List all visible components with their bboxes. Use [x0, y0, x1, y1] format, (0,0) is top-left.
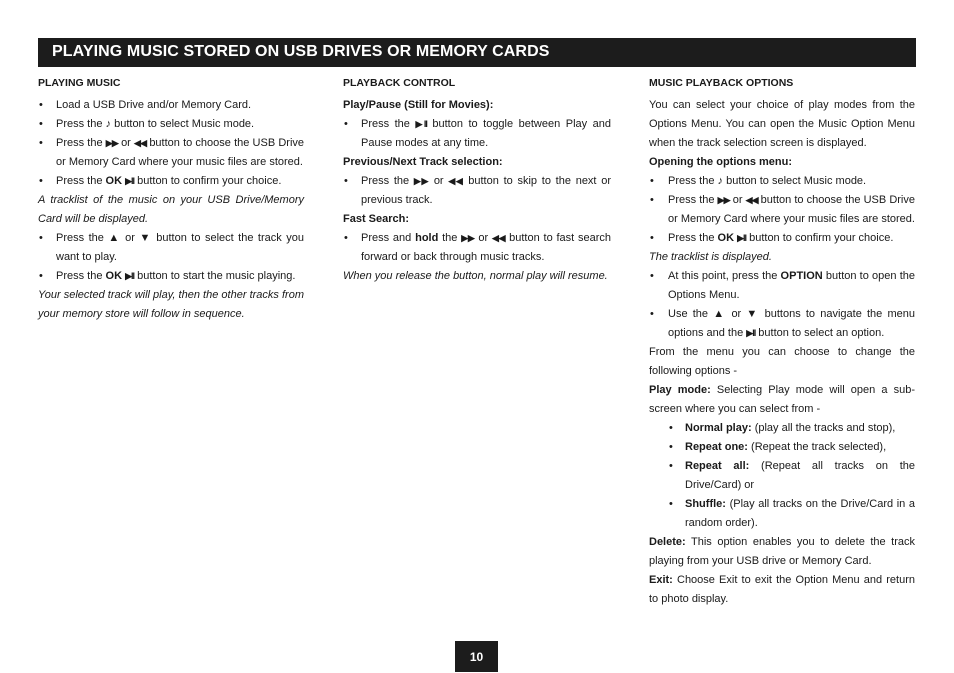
list-item [649, 457, 915, 495]
note-text: The tracklist is displayed. [649, 251, 772, 263]
paragraph [649, 533, 915, 571]
note-text: When you release the button, normal play will resume. [343, 270, 608, 282]
option-name: Repeat all: [685, 460, 750, 472]
item-text: or [478, 232, 489, 244]
item-text: button to start the music playing. [137, 270, 296, 282]
note-text: Your selected track will play, then the other tracks from your memory store will follow in sequence. [38, 289, 304, 320]
rewind-icon: ◀◀ [745, 195, 758, 205]
fast-forward-icon: ▶▶ [105, 138, 118, 148]
ok-label: OK [105, 270, 123, 282]
bullet-icon: • [39, 232, 43, 244]
rewind-icon: ◀◀ [448, 176, 464, 186]
play-pause-icon: ▶II [415, 119, 427, 129]
item-text: Press the [56, 175, 103, 187]
bullet-icon: • [39, 137, 43, 149]
item-text: the [442, 232, 458, 244]
item-text: Selecting Play mode will open a sub-screen where you can select from - [649, 384, 916, 415]
list-item [343, 229, 611, 267]
section-title: PLAYBACK CONTROL [343, 77, 456, 89]
list-item [38, 172, 304, 191]
up-arrow-icon: ▲ [713, 308, 727, 320]
exit-label: Exit: [649, 574, 673, 586]
list-item [649, 495, 915, 533]
play-pause-icon: ▶II [125, 271, 135, 281]
page-title: PLAYING MUSIC STORED ON USB DRIVES OR MEMORY CARDS [52, 43, 550, 60]
list-item [649, 191, 915, 229]
list-item [649, 438, 915, 457]
bullet-icon: • [650, 194, 654, 206]
item-text: button to open the Options Menu. [668, 270, 915, 301]
item-text: buttons to navigate the menu options and the [668, 308, 915, 339]
item-text: or [121, 137, 131, 149]
paragraph [649, 571, 915, 609]
section-banner [38, 38, 916, 67]
item-text: button to toggle between Play and Pause modes at any time. [361, 118, 611, 149]
section-title: PLAYING MUSIC [38, 77, 121, 89]
item-text: button to fast search forward or back through music tracks. [361, 232, 612, 263]
steps-list [649, 267, 915, 343]
section-title: MUSIC PLAYBACK OPTIONS [649, 77, 794, 89]
bullet-icon: • [669, 441, 673, 453]
item-text: or [731, 308, 742, 320]
bullet-icon: • [39, 99, 43, 111]
steps-list [38, 96, 304, 191]
note-text: A tracklist of the music on your USB Drive/Memory Card will be displayed. [38, 194, 304, 225]
bullet-icon: • [344, 232, 348, 244]
list-item [38, 96, 304, 115]
option-label: OPTION [780, 270, 823, 282]
paragraph [649, 381, 915, 419]
list-item [649, 419, 915, 438]
bullet-icon: • [39, 175, 43, 187]
steps-list [343, 229, 611, 267]
play-pause-icon: ▶II [746, 328, 756, 338]
steps-list [649, 172, 915, 248]
bullet-icon: • [39, 118, 43, 130]
item-text: Press the [56, 232, 104, 244]
fast-forward-icon: ▶▶ [461, 233, 475, 243]
list-item [38, 267, 304, 286]
item-text: button to select an option. [758, 327, 885, 339]
item-text: Press the [668, 194, 715, 206]
item-text: Press the [668, 175, 715, 187]
bullet-icon: • [650, 232, 654, 244]
bullet-icon: • [39, 270, 43, 282]
music-note-icon: ♪ [105, 118, 112, 130]
hold-label: hold [415, 232, 439, 244]
item-text: (play all the tracks and stop), [754, 422, 896, 434]
bullet-icon: • [344, 118, 348, 130]
item-text: Press the [56, 137, 103, 149]
ok-label: OK [717, 232, 735, 244]
paragraph: From the menu you can choose to change the following options - [649, 346, 915, 377]
item-text: button to select Music mode. [114, 118, 255, 130]
item-text: Press the [56, 118, 103, 130]
item-text: Use the [668, 308, 709, 320]
list-item [38, 134, 304, 172]
bullet-icon: • [650, 175, 654, 187]
item-text: Load a USB Drive and/or Memory Card. [56, 99, 252, 111]
item-text: (Repeat the track selected), [751, 441, 887, 453]
item-text: or [125, 232, 135, 244]
steps-list [343, 172, 611, 210]
fast-forward-icon: ▶▶ [413, 176, 430, 186]
subheading: Previous/Next Track selection: [343, 156, 503, 168]
option-name: Repeat one: [685, 441, 748, 453]
up-arrow-icon: ▲ [108, 232, 121, 244]
fast-forward-icon: ▶▶ [717, 195, 730, 205]
column-playing-music [38, 74, 304, 324]
down-arrow-icon: ▼ [139, 232, 152, 244]
list-item [649, 172, 915, 191]
play-pause-icon: ▶II [125, 176, 135, 186]
item-text: or [433, 175, 444, 187]
item-text: (Repeat all tracks on the Drive/Card) or [685, 460, 915, 491]
page-number-box [455, 641, 498, 672]
item-text: button to confirm your choice. [137, 175, 282, 187]
play-mode-options-list [649, 419, 915, 533]
list-item [343, 172, 611, 210]
item-text: Press the [668, 232, 715, 244]
option-name: Shuffle: [685, 498, 726, 510]
steps-list [38, 229, 304, 286]
steps-list [343, 115, 611, 153]
item-text: button to skip to the next or previous track. [361, 175, 612, 206]
paragraph: You can select your choice of play modes from the Options Menu. You can open the Music Option Menu when the track selection screen is displayed. [649, 99, 915, 149]
option-name: Normal play: [685, 422, 752, 434]
play-mode-label: Play mode: [649, 384, 711, 396]
subheading: Fast Search: [343, 213, 410, 225]
list-item [649, 305, 915, 343]
rewind-icon: ◀◀ [134, 138, 147, 148]
item-text: button to select the track you want to play. [56, 232, 304, 263]
list-item [343, 115, 611, 153]
item-text: button to choose the USB Drive or Memory Card where your music files are stored. [56, 137, 305, 168]
music-note-icon: ♪ [717, 175, 724, 187]
item-text: Choose Exit to exit the Option Menu and return to photo display. [649, 574, 915, 605]
column-playback-control [343, 74, 611, 286]
page-number: 10 [469, 650, 484, 664]
subheading: Opening the options menu: [649, 156, 792, 168]
item-text: Press and [361, 232, 412, 244]
subheading: Play/Pause (Still for Movies): [343, 99, 494, 111]
play-pause-icon: ▶II [737, 233, 747, 243]
item-text: At this point, press the [668, 270, 778, 282]
bullet-icon: • [650, 308, 654, 320]
item-text: or [732, 194, 743, 206]
item-text: Press the [361, 175, 410, 187]
item-text: button to choose the USB Drive or Memory Card where your music files are stored. [668, 194, 915, 225]
bullet-icon: • [344, 175, 348, 187]
rewind-icon: ◀◀ [491, 233, 506, 243]
list-item [38, 229, 304, 267]
bullet-icon: • [650, 270, 654, 282]
list-item [649, 267, 915, 305]
item-text: This option enables you to delete the track playing from your USB drive or Memory Card. [649, 536, 915, 567]
list-item [38, 115, 304, 134]
item-text: button to select Music mode. [726, 175, 867, 187]
list-item [649, 229, 915, 248]
item-text: (Play all tracks on the Drive/Card in a random order). [685, 498, 915, 529]
bullet-icon: • [669, 460, 673, 472]
item-text: button to confirm your choice. [749, 232, 894, 244]
item-text: Press the [56, 270, 103, 282]
down-arrow-icon: ▼ [746, 308, 760, 320]
item-text: Press the [361, 118, 410, 130]
column-music-playback-options [649, 74, 915, 609]
bullet-icon: • [669, 422, 673, 434]
ok-label: OK [105, 175, 123, 187]
bullet-icon: • [669, 498, 673, 510]
delete-label: Delete: [649, 536, 686, 548]
